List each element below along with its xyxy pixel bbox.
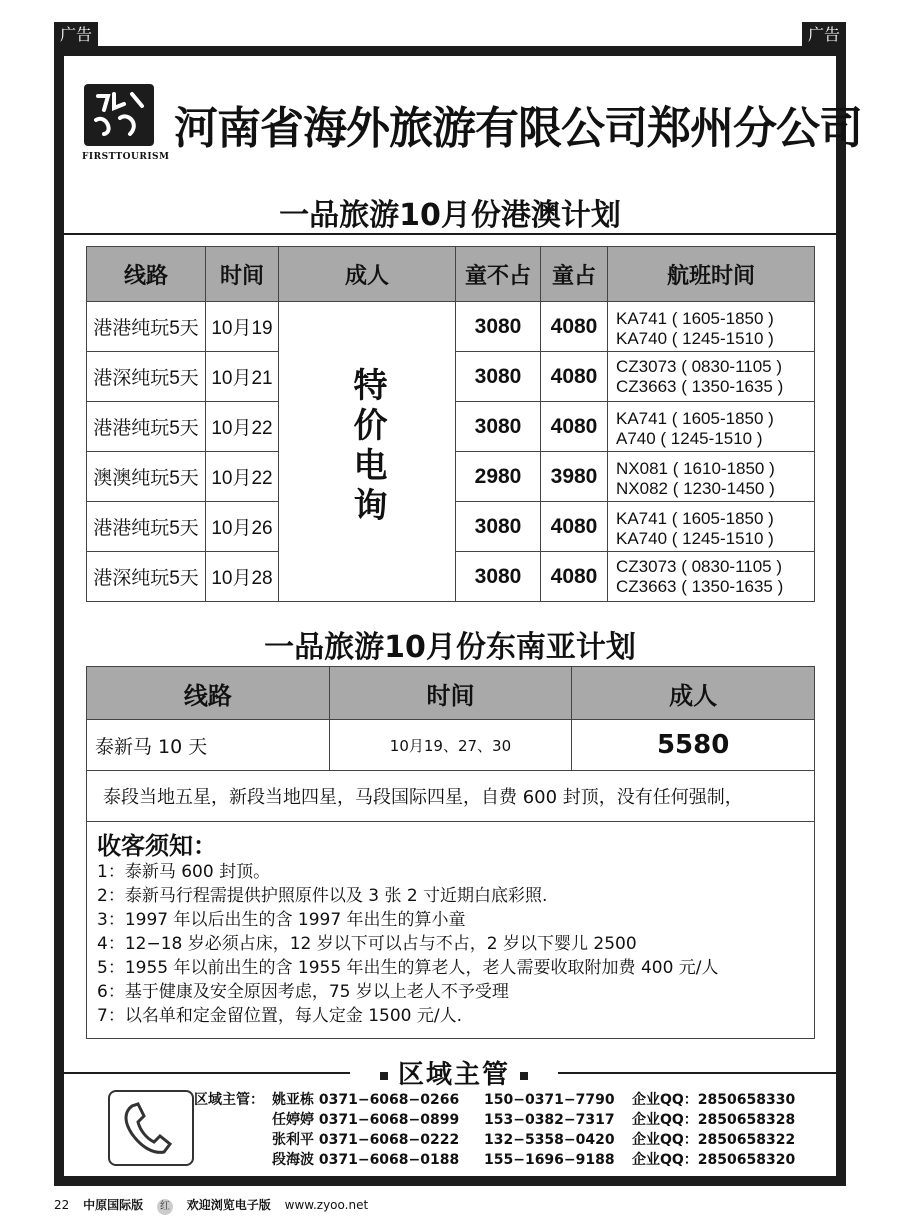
footer-slogan: 欢迎浏览电子版 <box>186 1198 271 1212</box>
footer-url[interactable]: www.zyoo.net <box>284 1198 369 1212</box>
flight-cell: KA741 ( 1605-1850 ) KA740 ( 1245-1510 ) <box>608 502 815 552</box>
route-cell: 港港纯玩5天 <box>87 402 206 452</box>
contacts-label: 区域主管： <box>194 1092 264 1108</box>
phone-icon <box>108 1090 194 1166</box>
name-phone: 任婷婷 0371−6068−0899 <box>272 1112 460 1128</box>
list-item: 1：泰新马 600 封顶。 <box>97 862 271 882</box>
child-bed-cell: 4080 <box>541 502 608 552</box>
flight-cell: NX081 ( 1610-1850 ) NX082 ( 1230-1450 ) <box>608 452 815 502</box>
qq: 企业QQ：2850658320 <box>632 1152 796 1168</box>
route-cell: 港港纯玩5天 <box>87 302 206 352</box>
date-cell: 10月19、27、30 <box>329 720 572 771</box>
child-no-bed-cell: 3080 <box>456 502 541 552</box>
notice-box <box>86 816 815 1039</box>
sea-plan-title: 一品旅游10月份东南亚计划 <box>264 630 636 665</box>
page-footer <box>54 1196 378 1215</box>
ad-label-left: 广告 <box>54 22 98 48</box>
edition-name: 中原国际版 <box>83 1198 144 1212</box>
child-no-bed-cell: 3080 <box>456 402 541 452</box>
name-phone: 段海波 0371−6068−0188 <box>272 1152 460 1168</box>
col-header: 线路 <box>87 247 206 302</box>
table-row <box>87 302 815 352</box>
date-cell: 10月19 <box>206 302 279 352</box>
date-cell: 10月21 <box>206 352 279 402</box>
list-item: 4：12−18 岁必须占床，12 岁以下可以占与不占，2 岁以下婴儿 2500 <box>97 934 637 954</box>
name-phone: 张利平 0371−6068−0222 <box>272 1132 460 1148</box>
flight-cell: KA741 ( 1605-1850 ) A740 ( 1245-1510 ) <box>608 402 815 452</box>
qq: 企业QQ：2850658330 <box>632 1092 796 1108</box>
col-header: 线路 <box>87 667 330 720</box>
list-item: 5：1955 年以前出生的含 1955 年出生的算老人，老人需要收取附加费 400 元/人 <box>97 958 719 978</box>
notice-list <box>97 860 719 1028</box>
child-bed-cell: 4080 <box>541 352 608 402</box>
col-header: 成人 <box>572 667 815 720</box>
mobile: 155−1696−9188 <box>484 1152 615 1168</box>
child-bed-cell: 4080 <box>541 302 608 352</box>
list-item: 2：泰新马行程需提供护照原件以及 3 张 2 寸近期白底彩照. <box>97 886 548 906</box>
name-phone: 姚亚栋 0371−6068−0266 <box>272 1092 460 1108</box>
route-cell: 澳澳纯玩5天 <box>87 452 206 502</box>
mobile: 153−0382−7317 <box>484 1112 615 1128</box>
child-bed-cell: 4080 <box>541 552 608 602</box>
ad-label-right: 广告 <box>802 22 846 48</box>
company-logo-icon <box>84 84 154 146</box>
table-row <box>87 771 815 822</box>
flight-cell: CZ3073 ( 0830-1105 ) CZ3663 ( 1350-1635 ) <box>608 352 815 402</box>
list-item: 3：1997 年以后出生的含 1997 年出生的算小童 <box>97 910 466 930</box>
mobile: 150−0371−7790 <box>484 1092 615 1108</box>
hk-plan-table <box>86 246 815 602</box>
tour-note: 泰段当地五星，新段当地四星，马段国际四星，自费 600 封顶，没有任何强制， <box>87 771 815 822</box>
date-cell: 10月28 <box>206 552 279 602</box>
qq: 企业QQ：2850658328 <box>632 1112 796 1128</box>
child-no-bed-cell: 3080 <box>456 302 541 352</box>
child-no-bed-cell: 3080 <box>456 552 541 602</box>
managers-title-text: 区域主管 <box>398 1060 511 1090</box>
edition-badge: 红 <box>157 1199 173 1215</box>
mobile: 132−5358−0420 <box>484 1132 615 1148</box>
divider <box>64 233 836 235</box>
table-header-row <box>87 247 815 302</box>
list-item: 6：基于健康及安全原因考虑，75 岁以上老人不予受理 <box>97 982 509 1002</box>
special-price-text: 特价电询 <box>348 366 386 527</box>
hk-plan-title: 一品旅游10月份港澳计划 <box>279 198 621 233</box>
ad-frame <box>54 46 862 1186</box>
col-header: 成人 <box>279 247 456 302</box>
route-cell: 港深纯玩5天 <box>87 552 206 602</box>
col-header: 童占 <box>541 247 608 302</box>
table-row <box>87 720 815 771</box>
col-header: 时间 <box>206 247 279 302</box>
flight-cell: CZ3073 ( 0830-1105 ) CZ3663 ( 1350-1635 ) <box>608 552 815 602</box>
child-bed-cell: 3980 <box>541 452 608 502</box>
logo-text: FIRSTTOURISM <box>82 152 170 162</box>
date-cell: 10月22 <box>206 452 279 502</box>
managers-title <box>350 1054 558 1091</box>
company-name: 河南省海外旅游有限公司郑州分公司 <box>174 103 862 154</box>
date-cell: 10月22 <box>206 402 279 452</box>
square-bullet-icon <box>520 1072 528 1080</box>
child-no-bed-cell: 3080 <box>456 352 541 402</box>
col-header: 航班时间 <box>608 247 815 302</box>
flight-cell: KA741 ( 1605-1850 ) KA740 ( 1245-1510 ) <box>608 302 815 352</box>
list-item: 7：以名单和定金留位置，每人定金 1500 元/人. <box>97 1006 463 1026</box>
child-no-bed-cell: 2980 <box>456 452 541 502</box>
page-number: 22 <box>54 1198 70 1212</box>
price-cell: 5580 <box>572 720 815 771</box>
route-cell: 港深纯玩5天 <box>87 352 206 402</box>
qq: 企业QQ：2850658322 <box>632 1132 796 1148</box>
special-price-cell <box>279 302 456 602</box>
ad-content <box>64 56 862 1176</box>
col-header: 时间 <box>329 667 572 720</box>
route-cell: 港港纯玩5天 <box>87 502 206 552</box>
col-header: 童不占 <box>456 247 541 302</box>
sea-plan-table <box>86 666 815 822</box>
table-header-row <box>87 667 815 720</box>
notice-title: 收客须知： <box>97 832 217 860</box>
square-bullet-icon <box>380 1072 388 1080</box>
date-cell: 10月26 <box>206 502 279 552</box>
child-bed-cell: 4080 <box>541 402 608 452</box>
route-cell: 泰新马 10 天 <box>87 720 330 771</box>
